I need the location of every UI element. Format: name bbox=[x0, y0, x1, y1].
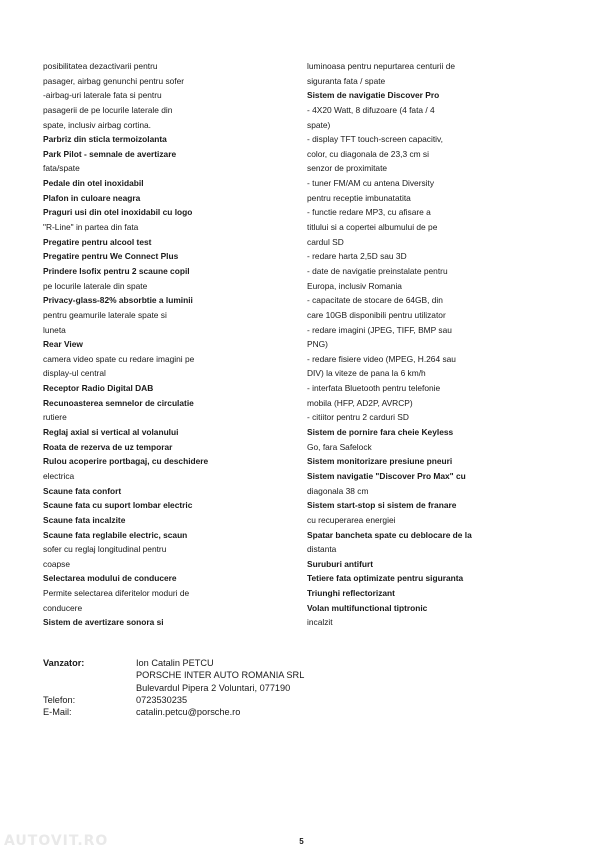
feature-text: - redare fisiere video (MPEG, H.264 sau bbox=[307, 353, 456, 364]
feature-heading: Park Pilot - semnale de avertizare bbox=[43, 148, 177, 159]
feature-text: posibilitatea dezactivarii pentru bbox=[43, 61, 158, 71]
feature-text: spate) bbox=[307, 119, 331, 130]
feature-heading: Scaune fata confort bbox=[43, 485, 122, 496]
feature-text: mobila (HFP, AD2P, AVRCP) bbox=[307, 397, 413, 408]
feature-heading: Sistem de avertizare sonora si bbox=[43, 617, 164, 628]
feature-text: senzor de proximitate bbox=[307, 163, 388, 174]
feature-text: electrica bbox=[43, 470, 75, 481]
feature-text: spate, inclusiv airbag cortina. bbox=[43, 119, 151, 130]
feature-heading: Rulou acoperire portbagaj, cu deschidere bbox=[43, 456, 209, 467]
seller-email: catalin.petcu@porsche.ro bbox=[136, 707, 241, 718]
seller-name: Ion Catalin PETCU bbox=[136, 658, 214, 668]
feature-text: pasagerii de pe locurile laterale din bbox=[43, 104, 173, 115]
feature-heading: Scaune fata incalzite bbox=[43, 514, 126, 525]
feature-text: - interfata Bluetooth pentru telefonie bbox=[307, 383, 441, 394]
feature-heading: Sistem monitorizare presiune pneuri bbox=[307, 456, 453, 467]
feature-text: conducere bbox=[43, 602, 83, 613]
feature-heading: Pregatire pentru We Connect Plus bbox=[43, 251, 179, 262]
feature-text: care 10GB disponibili pentru utilizator bbox=[307, 309, 446, 320]
feature-text: luneta bbox=[43, 324, 66, 335]
feature-text: distanta bbox=[307, 544, 337, 555]
feature-text: siguranta fata / spate bbox=[307, 75, 386, 86]
feature-heading: Tetiere fata optimizate pentru siguranta bbox=[307, 573, 464, 584]
feature-text: rutiere bbox=[43, 412, 67, 423]
feature-text: coapse bbox=[43, 558, 71, 569]
feature-heading: Praguri usi din otel inoxidabil cu logo bbox=[43, 207, 193, 218]
page-number: 5 bbox=[299, 837, 304, 846]
seller-phone: 0723530235 bbox=[136, 694, 188, 705]
seller-address: Bulevardul Pipera 2 Voluntari, 077190 bbox=[136, 682, 291, 693]
feature-heading: Triunghi reflectorizant bbox=[307, 588, 395, 599]
feature-text: - redare imagini (JPEG, TIFF, BMP sau bbox=[307, 324, 452, 335]
feature-heading: Sistem start-stop si sistem de franare bbox=[307, 500, 457, 511]
feature-text: cu recuperarea energiei bbox=[307, 514, 396, 525]
feature-text: -airbag-uri laterale fata si pentru bbox=[43, 90, 162, 101]
feature-heading: Reglaj axial si vertical al volanului bbox=[43, 427, 179, 438]
feature-text: - tuner FM/AM cu antena Diversity bbox=[307, 178, 435, 189]
feature-heading: Roata de rezerva de uz temporar bbox=[43, 441, 173, 452]
feature-text: display-ul central bbox=[43, 368, 106, 379]
left-column bbox=[43, 59, 293, 630]
feature-text: - functie redare MP3, cu afisare a bbox=[307, 207, 431, 218]
feature-text: fata/spate bbox=[43, 163, 80, 174]
feature-heading: Sistem de navigatie Discover Pro bbox=[307, 90, 440, 101]
feature-heading: Privacy-glass-82% absorbtie a luminii bbox=[43, 295, 193, 306]
feature-text: diagonala 38 cm bbox=[307, 485, 369, 496]
feature-heading: Sistem navigatie "Discover Pro Max" cu bbox=[307, 470, 466, 481]
feature-text: sofer cu reglaj longitudinal pentru bbox=[43, 544, 167, 555]
feature-heading: Pregatire pentru alcool test bbox=[43, 236, 152, 247]
feature-text: pentru geamurile laterale spate si bbox=[43, 309, 167, 320]
feature-text: pentru receptie imbunatatita bbox=[307, 192, 411, 203]
feature-text: Permite selectarea diferitelor moduri de bbox=[43, 588, 190, 599]
watermark-logo: AUTOVIT.RO bbox=[4, 833, 109, 849]
feature-heading: Prindere Isofix pentru 2 scaune copil bbox=[43, 265, 190, 276]
feature-text: titlului si a copertei albumului de pe bbox=[307, 222, 438, 233]
feature-text: PNG) bbox=[307, 339, 328, 350]
feature-text: - date de navigatie preinstalate pentru bbox=[307, 265, 448, 276]
feature-heading: Volan multifunctional tiptronic bbox=[307, 602, 428, 613]
feature-text: Go, fara Safelock bbox=[307, 441, 372, 452]
feature-heading: Rear View bbox=[43, 339, 83, 350]
feature-text: incalzit bbox=[307, 617, 333, 628]
right-column bbox=[307, 59, 577, 630]
feature-text: color, cu diagonala de 23,3 cm si bbox=[307, 148, 429, 159]
feature-text: pe locurile laterale din spate bbox=[43, 280, 148, 291]
feature-heading: Scaune fata cu suport lombar electric bbox=[43, 500, 193, 511]
feature-heading: Receptor Radio Digital DAB bbox=[43, 383, 154, 394]
feature-text: - display TFT touch-screen capacitiv, bbox=[307, 134, 443, 145]
feature-text: camera video spate cu redare imagini pe bbox=[43, 353, 195, 364]
feature-heading: Spatar bancheta spate cu deblocare de la bbox=[307, 529, 472, 540]
feature-text: - capacitate de stocare de 64GB, din bbox=[307, 295, 443, 306]
feature-text: cardul SD bbox=[307, 236, 344, 247]
feature-heading: Pedale din otel inoxidabil bbox=[43, 178, 144, 189]
feature-text: luminoasa pentru nepurtarea centurii de bbox=[307, 61, 456, 71]
email-label: E-Mail: bbox=[43, 707, 72, 718]
feature-text: "R-Line" in partea din fata bbox=[43, 222, 139, 233]
seller-company: PORSCHE INTER AUTO ROMANIA SRL bbox=[136, 670, 305, 681]
feature-heading: Recunoasterea semnelor de circulatie bbox=[43, 397, 194, 408]
feature-heading: Plafon in culoare neagra bbox=[43, 192, 141, 203]
feature-heading: Sistem de pornire fara cheie Keyless bbox=[307, 427, 454, 438]
feature-heading: Parbriz din sticla termoizolanta bbox=[43, 134, 167, 145]
feature-heading: Selectarea modului de conducere bbox=[43, 573, 177, 584]
feature-text: Europa, inclusiv Romania bbox=[307, 280, 402, 291]
feature-text: DIV) la viteze de pana la 6 km/h bbox=[307, 368, 426, 379]
feature-heading: Suruburi antifurt bbox=[307, 558, 374, 569]
feature-heading: Scaune fata reglabile electric, scaun bbox=[43, 529, 188, 540]
telefon-label: Telefon: bbox=[43, 694, 76, 705]
feature-text: - 4X20 Watt, 8 difuzoare (4 fata / 4 bbox=[307, 104, 435, 115]
vanzator-label: Vanzator: bbox=[43, 658, 85, 668]
feature-text: - citiitor pentru 2 carduri SD bbox=[307, 412, 409, 423]
feature-text: - redare harta 2,5D sau 3D bbox=[307, 251, 407, 262]
feature-text: pasager, airbag genunchi pentru sofer bbox=[43, 75, 185, 86]
